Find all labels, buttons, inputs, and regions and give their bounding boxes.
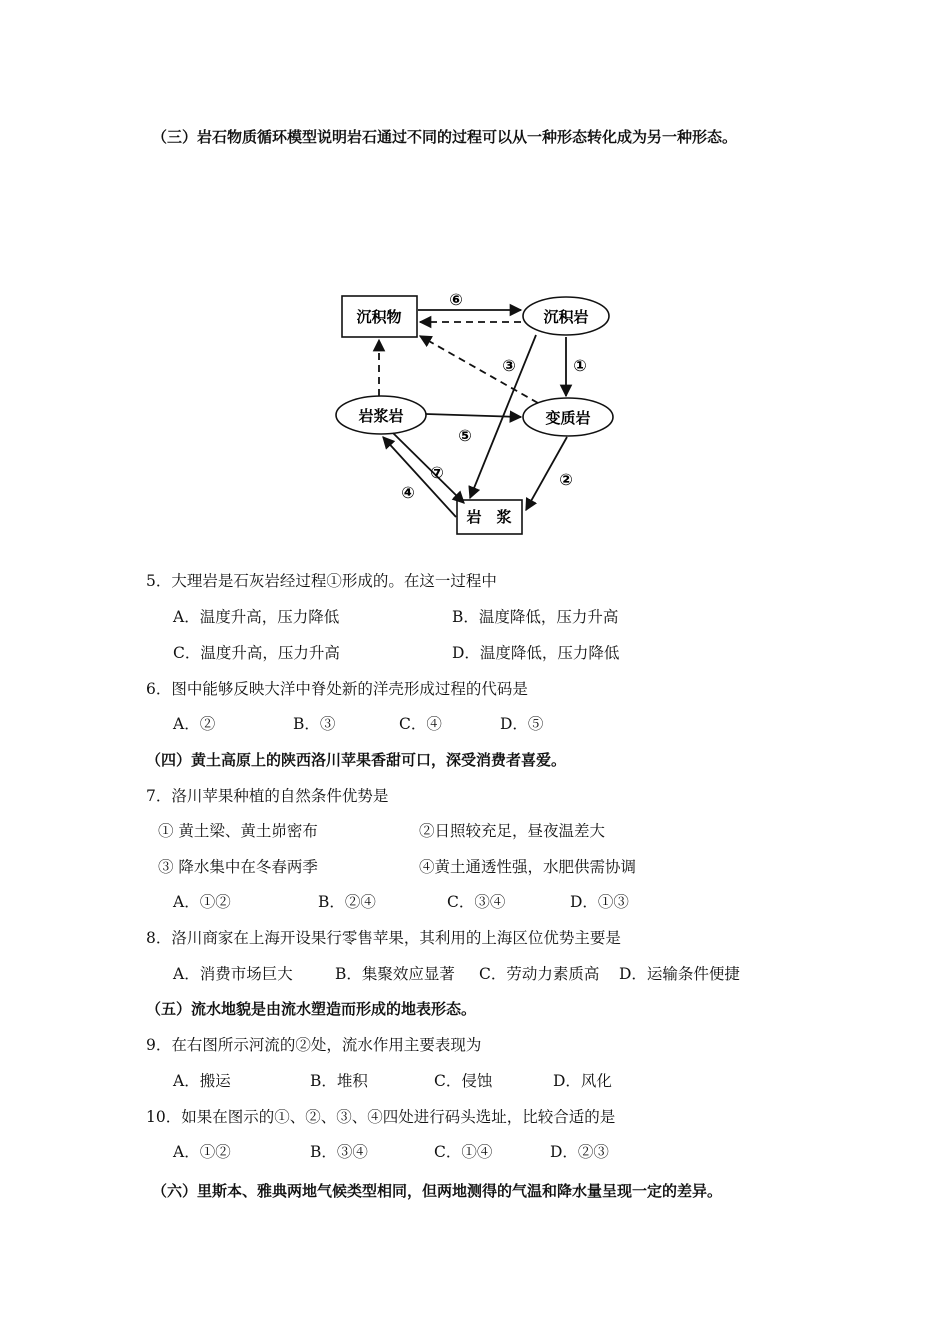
q5-option-c[interactable]: C．温度升高，压力升高 — [173, 644, 340, 662]
magma-label: 岩 浆 — [466, 508, 512, 526]
q8-stem: 8．洛川商家在上海开设果行零售苹果，其利用的上海区位优势主要是 — [146, 929, 621, 947]
q6-option-b[interactable]: B．③ — [293, 715, 336, 733]
q10-option-b[interactable]: B．③④ — [310, 1143, 368, 1161]
sediment-label: 沉积物 — [356, 308, 402, 326]
rock-cycle-diagram — [0, 0, 950, 560]
section-3-heading: （三）岩石物质循环模型说明岩石通过不同的过程可以从一种形态转化成为另一种形态。 — [152, 128, 738, 146]
q9-stem: 9．在右图所示河流的②处，流水作用主要表现为 — [146, 1036, 482, 1054]
q9-option-c[interactable]: C．侵蚀 — [434, 1072, 493, 1090]
q6-option-a[interactable]: A．② — [173, 715, 216, 733]
q6-stem: 6．图中能够反映大洋中脊处新的洋壳形成过程的代码是 — [146, 680, 528, 698]
q10-option-c[interactable]: C．①④ — [434, 1143, 493, 1161]
label-5: ⑤ — [458, 426, 472, 445]
q10-option-a[interactable]: A．①② — [173, 1143, 231, 1161]
q7-statement-2: ②日照较充足，昼夜温差大 — [419, 822, 606, 840]
q6-option-d[interactable]: D．⑤ — [500, 715, 544, 733]
label-6: ⑥ — [449, 290, 463, 309]
q7-statement-4: ④黄土通透性强，水肥供需协调 — [419, 858, 637, 876]
q9-option-d[interactable]: D．风化 — [553, 1072, 612, 1090]
label-7: ⑦ — [430, 463, 444, 482]
q8-option-d[interactable]: D．运输条件便捷 — [619, 965, 740, 983]
label-1: ① — [573, 356, 587, 375]
q5-stem: 5．大理岩是石灰岩经过程①形成的。在这一过程中 — [146, 572, 497, 590]
label-2: ② — [559, 470, 573, 489]
sedimentary-rock-label: 沉积岩 — [543, 308, 589, 326]
label-4: ④ — [401, 483, 415, 502]
q8-option-b[interactable]: B．集聚效应显著 — [335, 965, 455, 983]
q5-option-d[interactable]: D．温度降低，压力降低 — [452, 644, 620, 662]
section-4-heading: （四）黄土高原上的陕西洛川苹果香甜可口，深受消费者喜爱。 — [146, 751, 567, 769]
dashed-arrow-metamorphic-to-sediment — [420, 336, 538, 403]
q7-option-a[interactable]: A．①② — [173, 893, 231, 911]
q6-option-c[interactable]: C．④ — [399, 715, 442, 733]
q5-option-a[interactable]: A．温度升高，压力降低 — [173, 608, 340, 626]
q7-option-c[interactable]: C．③④ — [447, 893, 506, 911]
q7-stem: 7．洛川苹果种植的自然条件优势是 — [146, 787, 389, 805]
q9-option-a[interactable]: A．搬运 — [173, 1072, 231, 1090]
q9-option-b[interactable]: B．堆积 — [310, 1072, 368, 1090]
q7-option-d[interactable]: D．①③ — [570, 893, 629, 911]
q8-option-c[interactable]: C．劳动力素质高 — [479, 965, 600, 983]
label-3: ③ — [502, 356, 516, 375]
q7-statement-1: ① 黄土梁、黄土峁密布 — [158, 822, 318, 840]
section-6-heading: （六）里斯本、雅典两地气候类型相同，但两地测得的气温和降水量呈现一定的差异。 — [152, 1182, 723, 1200]
q7-statement-3: ③ 降水集中在冬春两季 — [158, 858, 318, 876]
section-5-heading: （五）流水地貌是由流水塑造而形成的地表形态。 — [146, 1000, 477, 1018]
arrow-5 — [426, 414, 521, 417]
q7-option-b[interactable]: B．②④ — [318, 893, 376, 911]
q10-option-d[interactable]: D．②③ — [550, 1143, 609, 1161]
metamorphic-rock-label: 变质岩 — [545, 409, 591, 427]
q8-option-a[interactable]: A．消费市场巨大 — [173, 965, 293, 983]
q5-option-b[interactable]: B．温度降低，压力升高 — [452, 608, 619, 626]
arrow-4 — [383, 437, 456, 517]
q10-stem: 10．如果在图示的①、②、③、④四处进行码头选址，比较合适的是 — [146, 1108, 616, 1126]
igneous-rock-label: 岩浆岩 — [358, 407, 404, 425]
